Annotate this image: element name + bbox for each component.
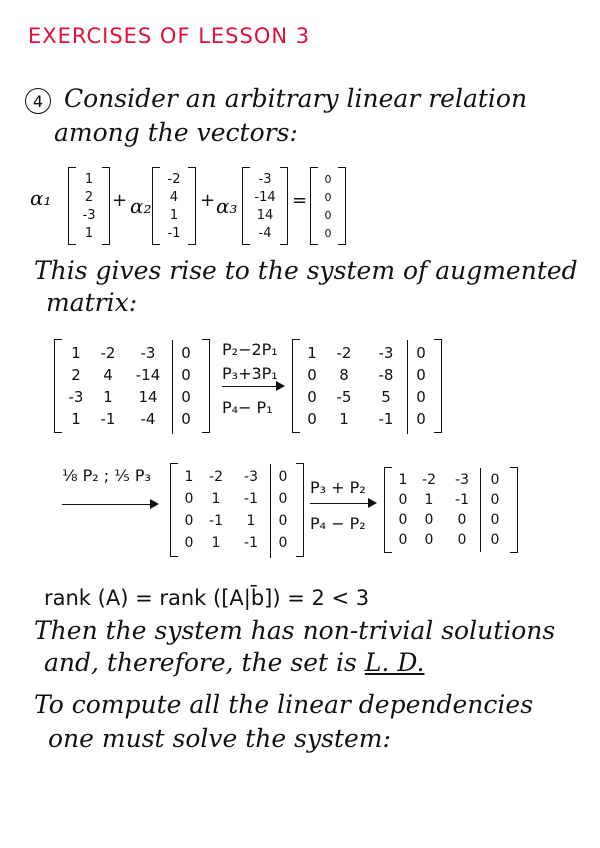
- m2-cell: -2: [336, 344, 352, 362]
- arrow-head-icon: [150, 499, 159, 509]
- zero-vector: [318, 170, 338, 242]
- arrow-head-icon: [368, 498, 377, 508]
- m3-cell: 1: [184, 469, 194, 485]
- m2-cell: 8: [339, 366, 349, 384]
- m4-cell: 0: [490, 472, 500, 488]
- alpha-1: α₁: [30, 186, 52, 210]
- v3-entry: -4: [258, 225, 272, 241]
- v1-entry: 1: [84, 225, 94, 241]
- m2-cell: 0: [307, 410, 317, 428]
- v2-entry: -2: [167, 171, 181, 187]
- and-prefix: and, therefore, the set is: [44, 648, 357, 677]
- system-line-1: This gives rise to the system of augmented: [34, 256, 578, 285]
- m4-cell: 0: [424, 532, 434, 548]
- and-line: [44, 648, 424, 677]
- arrow-head-icon: [276, 381, 285, 391]
- v1-entry: -3: [82, 207, 96, 223]
- m3-cell: -1: [244, 491, 258, 507]
- v3-entry: -14: [254, 189, 276, 205]
- m3-cell: 0: [184, 513, 194, 529]
- row-op-1a: P₂−2P₁: [222, 340, 278, 359]
- augment-bar: [270, 464, 271, 558]
- m3-cell: 0: [278, 491, 288, 507]
- intro-line-1: Consider an arbitrary linear relation: [64, 84, 528, 113]
- m4-cell: -1: [455, 492, 469, 508]
- vector-3: [250, 170, 280, 242]
- m1-cell: 1: [71, 344, 81, 362]
- plus-sign: +: [112, 190, 128, 211]
- m2-cell: -1: [378, 410, 394, 428]
- compute-line-2: one must solve the system:: [48, 724, 391, 753]
- m3-cell: -3: [244, 469, 258, 485]
- intro-line-2: among the vectors:: [54, 118, 298, 147]
- m3-cell: 1: [211, 491, 221, 507]
- m1-cell: -3: [140, 344, 156, 362]
- m3-cell: 1: [246, 513, 256, 529]
- v1-entry: 1: [84, 171, 94, 187]
- m2-cell: 5: [381, 388, 391, 406]
- m3-cell: 0: [278, 535, 288, 551]
- m1-cell: 14: [138, 388, 158, 406]
- m2-cell: 1: [339, 410, 349, 428]
- m1-cell: 2: [71, 366, 81, 384]
- augment-bar: [407, 340, 408, 434]
- m1-cell: -4: [140, 410, 156, 428]
- arrow-line: [62, 504, 152, 505]
- row-op-1c: P₄− P₁: [222, 398, 273, 417]
- m4-cell: 1: [398, 472, 408, 488]
- zero-entry: 0: [324, 190, 332, 204]
- rank-line: rank (A) = rank ([A|b̄]) = 2 < 3: [44, 586, 370, 610]
- m4-cell: 0: [398, 512, 408, 528]
- m4-cell: 0: [398, 492, 408, 508]
- m3-cell: -1: [209, 513, 223, 529]
- m4-cell: 0: [457, 532, 467, 548]
- v1-entry: 2: [84, 189, 94, 205]
- m1-cell: 1: [103, 388, 113, 406]
- m1-cell: 0: [181, 366, 191, 384]
- arrow-line: [310, 503, 370, 504]
- augment-bar: [172, 340, 173, 434]
- m2-cell: -3: [378, 344, 394, 362]
- v2-entry: -1: [167, 225, 181, 241]
- m2-cell: 0: [307, 388, 317, 406]
- m4-cell: 0: [398, 532, 408, 548]
- system-line-2: matrix:: [46, 288, 138, 317]
- m1-cell: -3: [68, 388, 84, 406]
- compute-line-1: To compute all the linear dependencies: [34, 690, 534, 719]
- row-op-2: ⅛ P₂ ; ⅕ P₃: [62, 466, 151, 485]
- v3-entry: 14: [256, 207, 274, 223]
- m1-cell: 0: [181, 344, 191, 362]
- vector-1: [76, 170, 102, 242]
- m1-cell: 0: [181, 388, 191, 406]
- augment-bar: [480, 468, 481, 552]
- m2-cell: 0: [416, 366, 426, 384]
- zero-entry: 0: [324, 172, 332, 186]
- m2-cell: 1: [307, 344, 317, 362]
- m3-cell: 0: [278, 469, 288, 485]
- zero-entry: 0: [324, 208, 332, 222]
- m3-cell: -2: [209, 469, 223, 485]
- m2-cell: -8: [378, 366, 394, 384]
- equals-sign: =: [292, 190, 308, 211]
- m1-cell: -14: [135, 366, 161, 384]
- zero-entry: 0: [324, 226, 332, 240]
- m1-cell: 4: [103, 366, 113, 384]
- alpha-2: α₂: [130, 194, 152, 218]
- augmented-matrix-2: [300, 342, 434, 430]
- ld-label: L. D.: [364, 648, 425, 677]
- m1-cell: 0: [181, 410, 191, 428]
- plus-sign: +: [200, 190, 216, 211]
- v2-entry: 1: [169, 207, 179, 223]
- row-op-3b: P₄ − P₂: [310, 514, 366, 533]
- row-op-1b: P₃+3P₁: [222, 364, 278, 383]
- m2-cell: -5: [336, 388, 352, 406]
- m4-cell: 0: [457, 512, 467, 528]
- m4-cell: 0: [490, 492, 500, 508]
- m2-cell: 0: [416, 344, 426, 362]
- m4-cell: 0: [490, 512, 500, 528]
- m2-cell: 0: [307, 366, 317, 384]
- m3-cell: 0: [278, 513, 288, 529]
- m2-cell: 0: [416, 410, 426, 428]
- m3-cell: 0: [184, 535, 194, 551]
- m4-cell: -3: [455, 472, 469, 488]
- arrow-line: [222, 386, 278, 387]
- m2-cell: 0: [416, 388, 426, 406]
- m3-cell: -1: [244, 535, 258, 551]
- then-line: Then the system has non-trivial solutions: [34, 616, 556, 645]
- row-op-3a: P₃ + P₂: [310, 478, 366, 497]
- exercise-number: 4: [25, 88, 51, 114]
- m4-cell: 0: [490, 532, 500, 548]
- page-title: EXERCISES OF LESSON 3: [28, 24, 311, 48]
- v2-entry: 4: [169, 189, 179, 205]
- augmented-matrix-1: [62, 342, 202, 430]
- m4-cell: 1: [424, 492, 434, 508]
- augmented-matrix-3: [178, 466, 296, 554]
- m1-cell: 1: [71, 410, 81, 428]
- alpha-3: α₃: [216, 194, 238, 218]
- v3-entry: -3: [258, 171, 272, 187]
- m1-cell: -1: [100, 410, 116, 428]
- m4-cell: -2: [422, 472, 436, 488]
- m3-cell: 1: [211, 535, 221, 551]
- m4-cell: 0: [424, 512, 434, 528]
- m1-cell: -2: [100, 344, 116, 362]
- augmented-matrix-4: [392, 470, 510, 550]
- vector-2: [160, 170, 188, 242]
- m3-cell: 0: [184, 491, 194, 507]
